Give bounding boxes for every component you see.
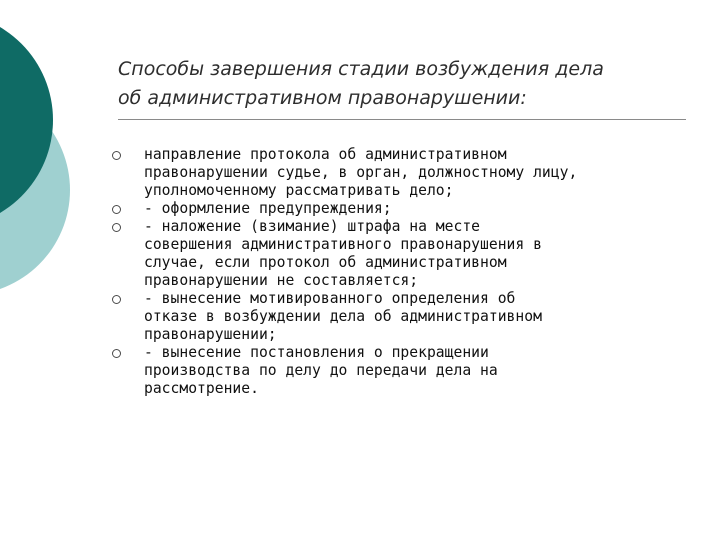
bullet-line: - вынесение мотивированного определения об — [144, 290, 516, 307]
hollow-circle-icon — [112, 151, 121, 160]
bullet-item — [112, 344, 692, 398]
bullet-line: - вынесение постановления о прекращении — [144, 344, 489, 361]
title-line: Способы завершения стадии возбуждения дела — [118, 58, 604, 80]
title-divider — [118, 119, 686, 120]
bullet-line: уполномоченному рассматривать дело; — [144, 182, 454, 199]
bullet-line: отказе в возбуждении дела об административном — [144, 308, 542, 325]
bullet-line: производства по делу до передачи дела на — [144, 362, 498, 379]
bullet-line: - наложение (взимание) штрафа на месте — [144, 218, 481, 235]
decorative-circles — [0, 0, 110, 300]
bullet-line: рассмотрение. — [144, 380, 259, 397]
hollow-circle-icon — [112, 205, 121, 214]
bullet-item — [112, 200, 692, 218]
bullet-item — [112, 146, 692, 200]
slide-title — [118, 55, 688, 113]
hollow-circle-icon — [112, 349, 121, 358]
hollow-circle-icon — [112, 223, 121, 232]
bullet-item — [112, 290, 692, 344]
bullet-line: направление протокола об административном — [144, 146, 507, 163]
bullet-item — [112, 218, 692, 290]
bullet-line: - оформление предупреждения; — [144, 200, 392, 217]
bullet-line: правонарушении; — [144, 326, 277, 343]
bullet-line: правонарушении судье, в орган, должностному лицу, — [144, 164, 578, 181]
bullet-line: правонарушении не составляется; — [144, 272, 419, 289]
bullet-line: случае, если протокол об административном — [144, 254, 507, 271]
bullet-line: совершения административного правонарушения в — [144, 236, 542, 253]
bullet-list — [112, 146, 692, 398]
title-line: об административном правонарушении: — [118, 87, 527, 109]
hollow-circle-icon — [112, 295, 121, 304]
